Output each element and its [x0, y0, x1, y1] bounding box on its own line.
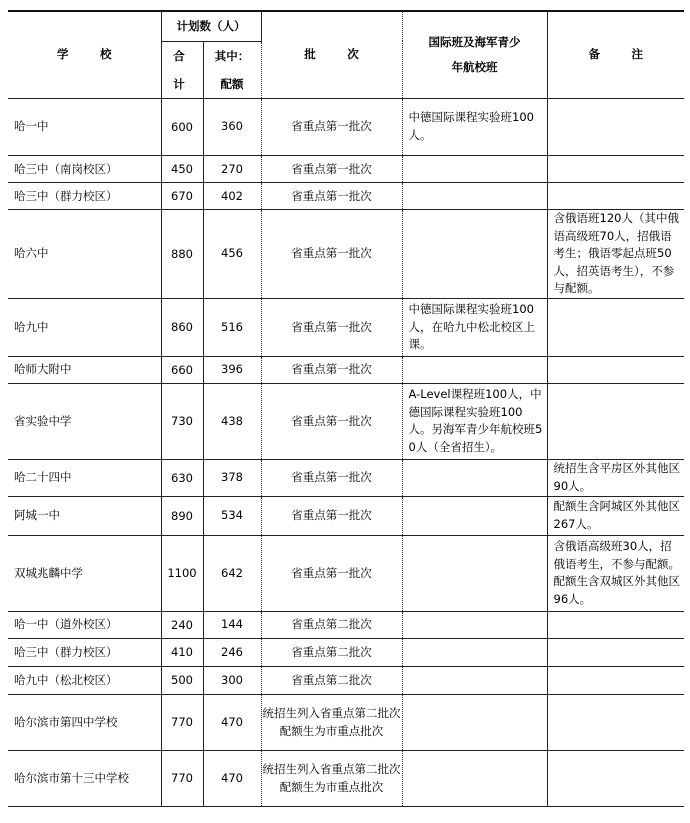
batch-cell: 省重点第二批次 [261, 666, 402, 694]
remark-cell [547, 298, 684, 356]
table-row [8, 383, 684, 459]
header-intl: 国际班及海军青少年航校班 [402, 11, 547, 98]
batch-cell: 省重点第一批次 [261, 459, 402, 496]
intl-class-cell [402, 356, 547, 383]
batch-cell: 统招生列入省重点第二批次 配额生为市重点批次 [261, 694, 402, 750]
school-name-cell: 哈九中（松北校区） [8, 666, 161, 694]
table-row [8, 210, 684, 299]
quota-cell: 396 [203, 356, 261, 383]
remark-cell: 含俄语班120人（其中俄语高级班70人，招俄语考生；俄语零起点班50人，招英语考生），不参与配额。 [547, 210, 684, 299]
total-cell: 660 [161, 356, 203, 383]
intl-class-cell [402, 183, 547, 210]
intl-class-cell [402, 535, 547, 611]
school-name-cell: 哈尔滨市第十三中学校 [8, 750, 161, 806]
total-cell: 600 [161, 99, 203, 156]
school-name-cell: 哈六中 [8, 210, 161, 299]
total-cell: 500 [161, 666, 203, 694]
intl-class-cell: 中德国际课程实验班100人，在哈九中松北校区上课。 [402, 298, 547, 356]
batch-cell: 省重点第一批次 [261, 156, 402, 183]
intl-class-cell: A-Level课程班100人，中德国际课程实验班100人。另海军青少年航校班50人（全省招生）。 [402, 383, 547, 459]
remark-cell [547, 383, 684, 459]
school-name-cell: 哈尔滨市第四中学校 [8, 694, 161, 750]
header-row-1 [8, 11, 684, 41]
remark-cell: 含俄语高级班30人，招俄语考生，不参与配额。配额生含双城区外其他区96人。 [547, 535, 684, 611]
remark-cell [547, 694, 684, 750]
quota-cell: 642 [203, 535, 261, 611]
quota-cell: 456 [203, 210, 261, 299]
intl-class-cell [402, 496, 547, 535]
intl-class-cell [402, 156, 547, 183]
table-row [8, 666, 684, 694]
remark-cell [547, 666, 684, 694]
batch-cell: 省重点第一批次 [261, 298, 402, 356]
batch-cell: 统招生列入省重点第二批次 配额生为市重点批次 [261, 750, 402, 806]
batch-cell: 省重点第一批次 [261, 356, 402, 383]
intl-class-cell [402, 459, 547, 496]
quota-cell: 470 [203, 694, 261, 750]
remark-cell [547, 99, 684, 156]
school-name-cell: 哈一中 [8, 99, 161, 156]
table-row [8, 694, 684, 750]
quota-cell: 300 [203, 666, 261, 694]
school-name-cell: 哈三中（南岗校区） [8, 156, 161, 183]
school-name-cell: 省实验中学 [8, 383, 161, 459]
table-row [8, 750, 684, 806]
remark-cell [547, 750, 684, 806]
table-row [8, 638, 684, 666]
table-row [8, 611, 684, 638]
enrollment-plan-table-wrapper [8, 10, 684, 807]
quota-cell: 144 [203, 611, 261, 638]
quota-cell: 246 [203, 638, 261, 666]
intl-class-cell [402, 666, 547, 694]
total-cell: 890 [161, 496, 203, 535]
quota-cell: 438 [203, 383, 261, 459]
header-quota: 其中：配额 [203, 41, 261, 98]
total-cell: 1100 [161, 535, 203, 611]
table-row [8, 156, 684, 183]
remark-cell: 配额生含阿城区外其他区267人。 [547, 496, 684, 535]
table-row [8, 356, 684, 383]
batch-cell: 省重点第二批次 [261, 638, 402, 666]
table-row [8, 298, 684, 356]
school-name-cell: 哈一中（道外校区） [8, 611, 161, 638]
school-name-cell: 哈师大附中 [8, 356, 161, 383]
table-row [8, 459, 684, 496]
header-total: 合计 [161, 41, 203, 98]
total-cell: 450 [161, 156, 203, 183]
total-cell: 670 [161, 183, 203, 210]
quota-cell: 270 [203, 156, 261, 183]
enrollment-plan-body [8, 99, 684, 807]
table-row [8, 183, 684, 210]
header-note: 备 注 [547, 11, 684, 98]
school-name-cell: 哈三中（群力校区） [8, 638, 161, 666]
batch-cell: 省重点第一批次 [261, 183, 402, 210]
batch-cell: 省重点第一批次 [261, 496, 402, 535]
intl-class-cell [402, 210, 547, 299]
total-cell: 410 [161, 638, 203, 666]
remark-cell [547, 183, 684, 210]
total-cell: 730 [161, 383, 203, 459]
school-name-cell: 哈九中 [8, 298, 161, 356]
intl-class-cell [402, 611, 547, 638]
batch-cell: 省重点第二批次 [261, 611, 402, 638]
total-cell: 770 [161, 694, 203, 750]
school-name-cell: 哈三中（群力校区） [8, 183, 161, 210]
school-name-cell: 哈二十四中 [8, 459, 161, 496]
batch-cell: 省重点第一批次 [261, 383, 402, 459]
school-name-cell: 阿城一中 [8, 496, 161, 535]
total-cell: 630 [161, 459, 203, 496]
school-name-cell: 双城兆麟中学 [8, 535, 161, 611]
intl-class-cell [402, 694, 547, 750]
table-row [8, 535, 684, 611]
header-plan: 计划数（人） [161, 11, 261, 41]
quota-cell: 534 [203, 496, 261, 535]
batch-cell: 省重点第一批次 [261, 210, 402, 299]
intl-class-cell: 中德国际课程实验班100人。 [402, 99, 547, 156]
batch-cell: 省重点第一批次 [261, 99, 402, 156]
total-cell: 880 [161, 210, 203, 299]
intl-class-cell [402, 638, 547, 666]
intl-class-cell [402, 750, 547, 806]
quota-cell: 402 [203, 183, 261, 210]
enrollment-plan-table [8, 10, 684, 99]
quota-cell: 516 [203, 298, 261, 356]
remark-cell [547, 611, 684, 638]
remark-cell: 统招生含平房区外其他区90人。 [547, 459, 684, 496]
header-school: 学 校 [8, 11, 161, 98]
quota-cell: 378 [203, 459, 261, 496]
batch-cell: 省重点第一批次 [261, 535, 402, 611]
remark-cell [547, 156, 684, 183]
total-cell: 860 [161, 298, 203, 356]
table-row [8, 99, 684, 156]
remark-cell [547, 356, 684, 383]
table-row [8, 496, 684, 535]
total-cell: 240 [161, 611, 203, 638]
remark-cell [547, 638, 684, 666]
quota-cell: 470 [203, 750, 261, 806]
quota-cell: 360 [203, 99, 261, 156]
total-cell: 770 [161, 750, 203, 806]
header-batch: 批 次 [261, 11, 402, 98]
